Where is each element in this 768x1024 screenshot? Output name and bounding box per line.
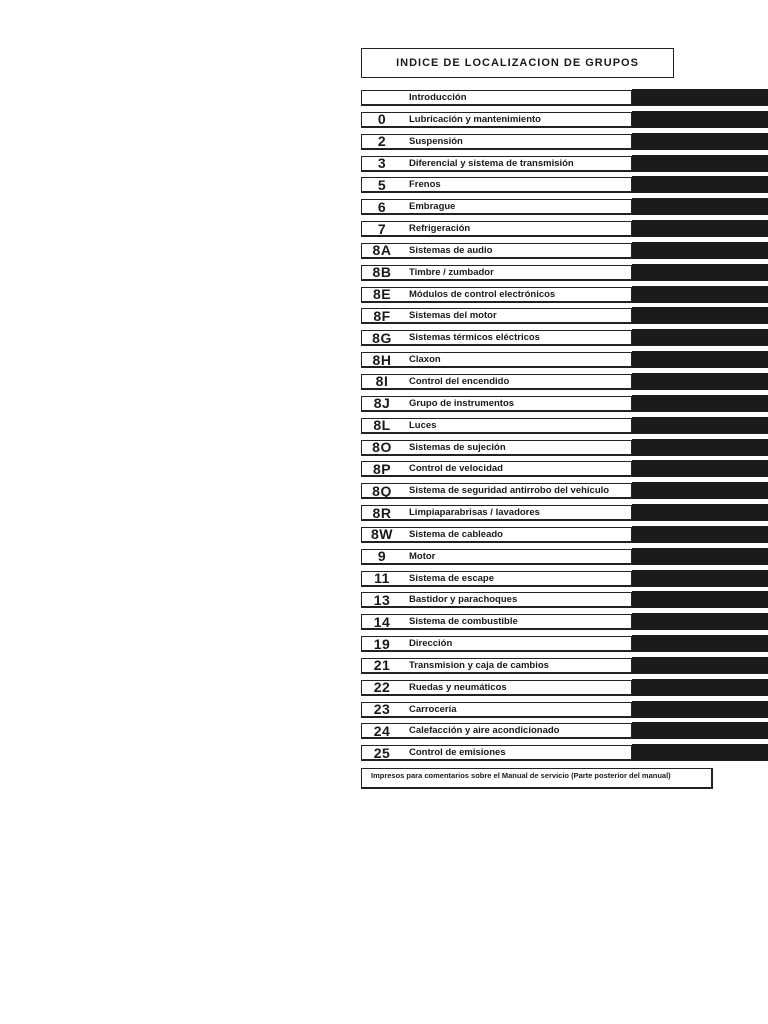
index-row-box [361,330,632,346]
section-tab-marker [632,395,768,412]
group-label: Sistema de combustible [409,616,518,628]
index-row[interactable] [361,656,768,678]
group-label: Sistemas del motor [409,310,497,322]
group-label: Introducción [409,92,467,103]
group-number: 6 [377,198,387,215]
index-row-box [361,527,632,543]
index-row-box [361,549,632,565]
index-row[interactable] [361,743,768,765]
section-tab-marker [632,155,768,172]
section-tab-marker [632,548,768,565]
index-row-box [361,614,632,630]
index-row-box [361,374,632,390]
group-label: Control de velocidad [409,463,503,475]
group-number: 24 [373,722,391,739]
index-row[interactable] [361,459,768,481]
index-row[interactable] [361,416,768,438]
section-tab-marker [632,307,768,324]
index-row[interactable] [361,372,768,394]
group-label: Claxon [409,354,441,366]
index-row-box [361,636,632,652]
group-number: 5 [377,176,387,193]
group-label: Sistemas térmicos eléctricos [409,332,540,344]
index-row[interactable] [361,241,768,263]
section-tab-marker [632,89,768,106]
group-number: 8J [373,395,391,412]
group-number: 7 [377,220,387,237]
index-row[interactable] [361,481,768,503]
group-number: 8H [372,351,392,368]
index-row-box [361,177,632,193]
index-row[interactable] [361,612,768,634]
group-index-list [361,88,768,765]
index-row-box [361,418,632,434]
section-tab-marker [632,526,768,543]
group-label: Luces [409,419,437,431]
index-row[interactable] [361,219,768,241]
section-tab-marker [632,591,768,608]
group-label: Carrocería [409,703,457,715]
group-label: Control de emisiones [409,747,506,759]
group-label: Sistemas de sujeción [409,441,506,453]
index-row[interactable] [361,525,768,547]
group-number: 9 [377,548,387,565]
index-row-box [361,658,632,674]
group-number: 8W [371,526,393,543]
group-number: 22 [373,679,391,696]
group-number: 0 [377,111,387,128]
index-row-box [361,352,632,368]
index-row-box [361,571,632,587]
index-row[interactable] [361,263,768,285]
index-row-box [361,723,632,739]
section-tab-marker [632,744,768,761]
index-row[interactable] [361,503,768,525]
index-row[interactable] [361,285,768,307]
index-row-box [361,396,632,412]
index-row[interactable] [361,721,768,743]
index-row-box [361,90,632,106]
page-title: INDICE DE LOCALIZACION DE GRUPOS [361,48,674,78]
section-tab-marker [632,329,768,346]
group-number: 3 [377,155,387,172]
group-number: 25 [373,744,391,761]
index-row-box [361,134,632,150]
group-label: Ruedas y neumáticos [409,681,507,693]
group-label: Transmision y caja de cambios [409,659,549,671]
group-number: 8B [372,264,392,281]
section-tab-marker [632,613,768,630]
index-row-box [361,243,632,259]
index-row[interactable] [361,132,768,154]
group-number: 8O [372,439,392,455]
group-number: 8A [372,242,392,259]
index-row[interactable] [361,328,768,350]
group-label: Sistemas de audio [409,244,493,256]
index-row[interactable] [361,634,768,656]
group-label: Frenos [409,179,441,191]
group-label: Timbre / zumbador [409,266,494,278]
index-row[interactable] [361,547,768,569]
index-row[interactable] [361,88,768,110]
index-row-box [361,112,632,128]
section-tab-marker [632,417,768,434]
index-row[interactable] [361,350,768,372]
index-row[interactable] [361,678,768,700]
index-row-box [361,265,632,281]
index-row-box [361,287,632,303]
group-label: Suspensión [409,135,463,147]
group-number: 19 [373,635,391,652]
group-label: Módulos de control electrónicos [409,288,556,300]
group-number: 8P [372,460,392,477]
section-tab-marker [632,176,768,193]
section-tab-marker [632,286,768,303]
group-number: 11 [374,570,390,587]
index-row[interactable] [361,700,768,722]
group-number: 8Q [372,482,392,499]
section-tab-marker [632,242,768,259]
section-tab-marker [632,701,768,718]
index-row-box [361,483,632,499]
group-label: Motor [409,550,436,562]
group-number: 8G [372,329,392,346]
group-label: Sistema de escape [409,572,495,584]
index-row-box [361,156,632,172]
group-label: Embrague [409,201,456,213]
group-label: Lubricación y mantenimiento [409,113,541,125]
index-row[interactable] [361,394,768,416]
index-row-box [361,308,632,324]
group-number: 23 [373,701,391,718]
group-label: Refrigeración [409,223,471,235]
section-tab-marker [632,504,768,521]
group-label: Sistema de cableado [409,528,503,540]
group-number: 14 [373,613,391,630]
group-label: Limpiaparabrisas / lavadores [409,507,540,519]
group-number: 8E [372,286,392,303]
index-row[interactable] [361,306,768,328]
index-row-box [361,702,632,718]
group-label: Bastidor y parachoques [409,594,518,606]
group-number: 8L [373,417,391,434]
section-tab-marker [632,111,768,128]
index-row[interactable] [361,197,768,219]
section-tab-marker [632,264,768,281]
group-number: 2 [377,133,387,150]
section-tab-marker [632,722,768,739]
section-tab-marker [632,373,768,390]
group-label: Sistema de seguridad antirrobo del vehículo [409,485,610,497]
index-row-box [361,461,632,477]
index-row-box [361,592,632,608]
section-tab-marker [632,439,768,456]
group-label: Dirección [409,638,453,650]
section-tab-marker [632,351,768,368]
index-row-box [361,221,632,237]
index-row[interactable] [361,154,768,176]
index-row-box [361,680,632,696]
group-label: Calefacción y aire acondicionado [409,725,560,737]
index-row[interactable] [361,590,768,612]
index-row-box [361,745,632,761]
section-tab-marker [632,220,768,237]
group-number: 21 [373,657,391,674]
group-number: 8I [375,373,389,390]
group-number: 8R [372,504,392,521]
comment-forms-note: Impresos para comentarios sobre el Manual de servicio (Parte posterior del manual) [361,768,713,789]
index-row-box [361,505,632,521]
group-label: Diferencial y sistema de transmisión [409,157,574,169]
section-tab-marker [632,570,768,587]
section-tab-marker [632,198,768,215]
index-row[interactable] [361,110,768,132]
section-tab-marker [632,657,768,674]
index-row[interactable] [361,438,768,460]
index-row[interactable] [361,175,768,197]
section-tab-marker [632,635,768,652]
group-number: 8F [373,307,391,324]
group-label: Grupo de instrumentos [409,397,515,409]
index-row-box [361,199,632,215]
group-number: 13 [373,591,391,608]
index-row-box [361,440,632,456]
group-label: Control del encendido [409,375,510,387]
group-number [362,91,402,104]
section-tab-marker [632,679,768,696]
section-tab-marker [632,460,768,477]
section-tab-marker [632,482,768,499]
index-row[interactable] [361,569,768,591]
section-tab-marker [632,133,768,150]
